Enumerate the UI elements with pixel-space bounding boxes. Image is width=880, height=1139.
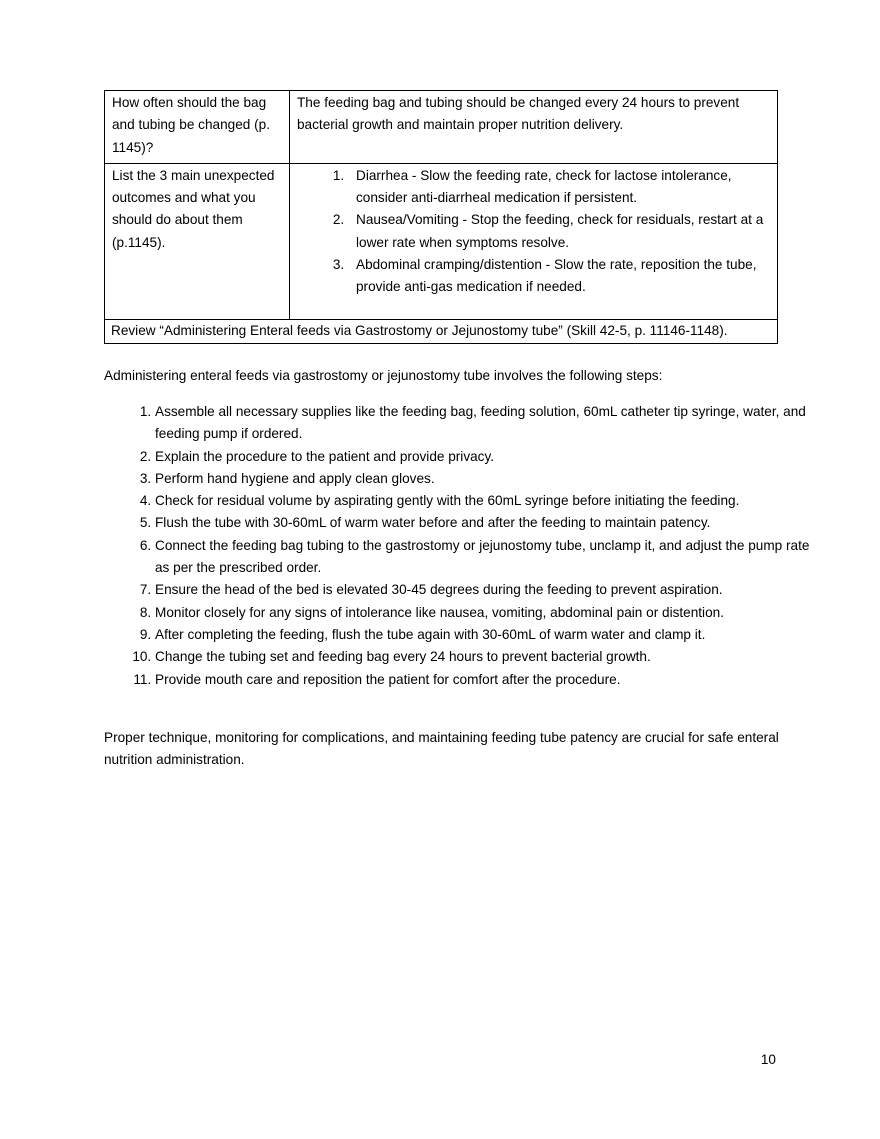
list-item: 4. Check for residual volume by aspirating gently with the 60mL syringe before initiating the feeding.: [155, 490, 827, 512]
list-item: 7. Ensure the head of the bed is elevated 30-45 degrees during the feeding to prevent aspiration.: [155, 579, 827, 601]
intro-paragraph: Administering enteral feeds via gastrostomy or jejunostomy tube involves the following steps:: [104, 368, 663, 383]
list-item: 6. Connect the feeding bag tubing to the gastrostomy or jejunostomy tube, unclamp it, and adjust the pump rate as per the prescribed order.: [155, 535, 827, 580]
table-row: [105, 91, 778, 164]
table-row: [105, 319, 778, 343]
list-item: 1. Assemble all necessary supplies like the feeding bag, feeding solution, 60mL catheter tip syringe, water, and feeding pump if ordered.: [155, 401, 827, 446]
review-cell: Review “Administering Enteral feeds via Gastrostomy or Jejunostomy tube” (Skill 42-5, p. 11146-1148).: [105, 319, 778, 343]
list-item: 3. Abdominal cramping/distention - Slow the rate, reposition the tube, provide anti-gas medication if needed.: [348, 254, 770, 299]
table-row: [105, 163, 778, 319]
list-item: 10. Change the tubing set and feeding bag every 24 hours to prevent bacterial growth.: [155, 646, 827, 668]
answer-cell: [290, 163, 778, 319]
list-item: 11. Provide mouth care and reposition the patient for comfort after the procedure.: [155, 669, 827, 691]
page-number: 10: [760, 1052, 776, 1067]
list-item: 1. Diarrhea - Slow the feeding rate, check for lactose intolerance, consider anti-diarrheal medication if persistent.: [348, 165, 770, 210]
steps-list: [104, 401, 827, 691]
list-item: 5. Flush the tube with 30-60mL of warm water before and after the feeding to maintain patency.: [155, 512, 827, 534]
answer-cell: The feeding bag and tubing should be changed every 24 hours to prevent bacterial growth and maintain proper nutrition delivery.: [290, 91, 778, 164]
list-item: 2. Explain the procedure to the patient and provide privacy.: [155, 446, 827, 468]
list-item: 2. Nausea/Vomiting - Stop the feeding, check for residuals, restart at a lower rate when symptoms resolve.: [348, 209, 770, 254]
list-item: 8. Monitor closely for any signs of intolerance like nausea, vomiting, abdominal pain or distention.: [155, 602, 827, 624]
qa-table: [104, 90, 778, 344]
question-cell: How often should the bag and tubing be changed (p. 1145)?: [105, 91, 290, 164]
question-cell: List the 3 main unexpected outcomes and what you should do about them (p.1145).: [105, 163, 290, 319]
closing-paragraph: Proper technique, monitoring for complications, and maintaining feeding tube patency are crucial for safe enteral nutrition administration.: [104, 730, 779, 768]
list-item: 3. Perform hand hygiene and apply clean gloves.: [155, 468, 827, 490]
list-item: 9. After completing the feeding, flush the tube again with 30-60mL of warm water and clamp it.: [155, 624, 827, 646]
unexpected-outcomes-list: [297, 165, 770, 299]
